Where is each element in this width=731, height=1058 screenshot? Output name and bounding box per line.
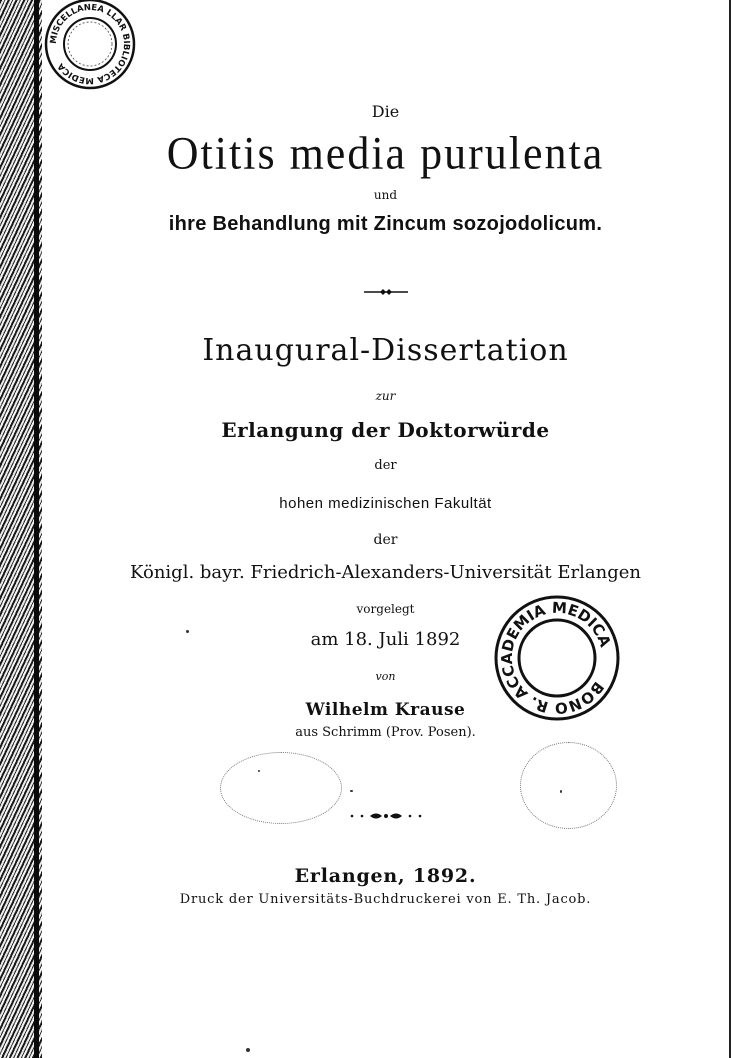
scan-speck — [350, 790, 353, 792]
university-line: Königl. bayr. Friedrich-Alexanders-Universität Erlangen — [130, 562, 641, 583]
ornament-divider — [40, 281, 731, 300]
binding-edge — [34, 0, 39, 1058]
ornament-dots-icon — [346, 811, 426, 821]
author-origin: aus Schrimm (Prov. Posen). — [295, 725, 476, 740]
printer-line: Druck der Universitäts-Buchdruckerei von E. Th. Jacob. — [179, 892, 592, 907]
scan-speck — [246, 1048, 250, 1052]
scan-speck — [258, 770, 260, 772]
text-die: Die — [371, 102, 400, 121]
scan-speck — [560, 790, 562, 793]
author-name: Wilhelm Krause — [305, 700, 466, 720]
svg-text:BONO R. ACCADEMIA MEDICA — [492, 593, 622, 723]
library-stamp — [42, 0, 138, 96]
submission-date: am 18. Juli 1892 — [310, 629, 461, 650]
page-title: Otitis media purulenta — [166, 127, 605, 180]
academy-stamp-text: BONO R. ACCADEMIA MEDICA — [497, 598, 615, 718]
faculty-line: hohen medizinischen Fakultät — [279, 495, 492, 512]
purpose-line: Erlangung der Doktorwürde — [221, 418, 550, 442]
text-und: und — [373, 188, 398, 202]
dissertation-heading: Inaugural-Dissertation — [202, 333, 569, 368]
subtitle: ihre Behandlung mit Zincum sozojodolicum. — [168, 213, 603, 235]
text-der-1: der — [374, 458, 397, 473]
ornament-divider-icon — [364, 288, 408, 296]
library-stamp-text: MISCELLANEA LLAR BIBLIOTECA MEDICA — [48, 2, 132, 86]
text-von: von — [375, 670, 396, 683]
place-year: Erlangen, 1892. — [294, 865, 477, 887]
text-zur: zur — [375, 389, 396, 403]
ornament-divider-2 — [40, 806, 731, 825]
academy-stamp — [492, 593, 622, 723]
text-der-2: der — [373, 532, 398, 548]
text-vorgelegt: vorgelegt — [356, 602, 415, 616]
scan-speck — [186, 630, 189, 633]
